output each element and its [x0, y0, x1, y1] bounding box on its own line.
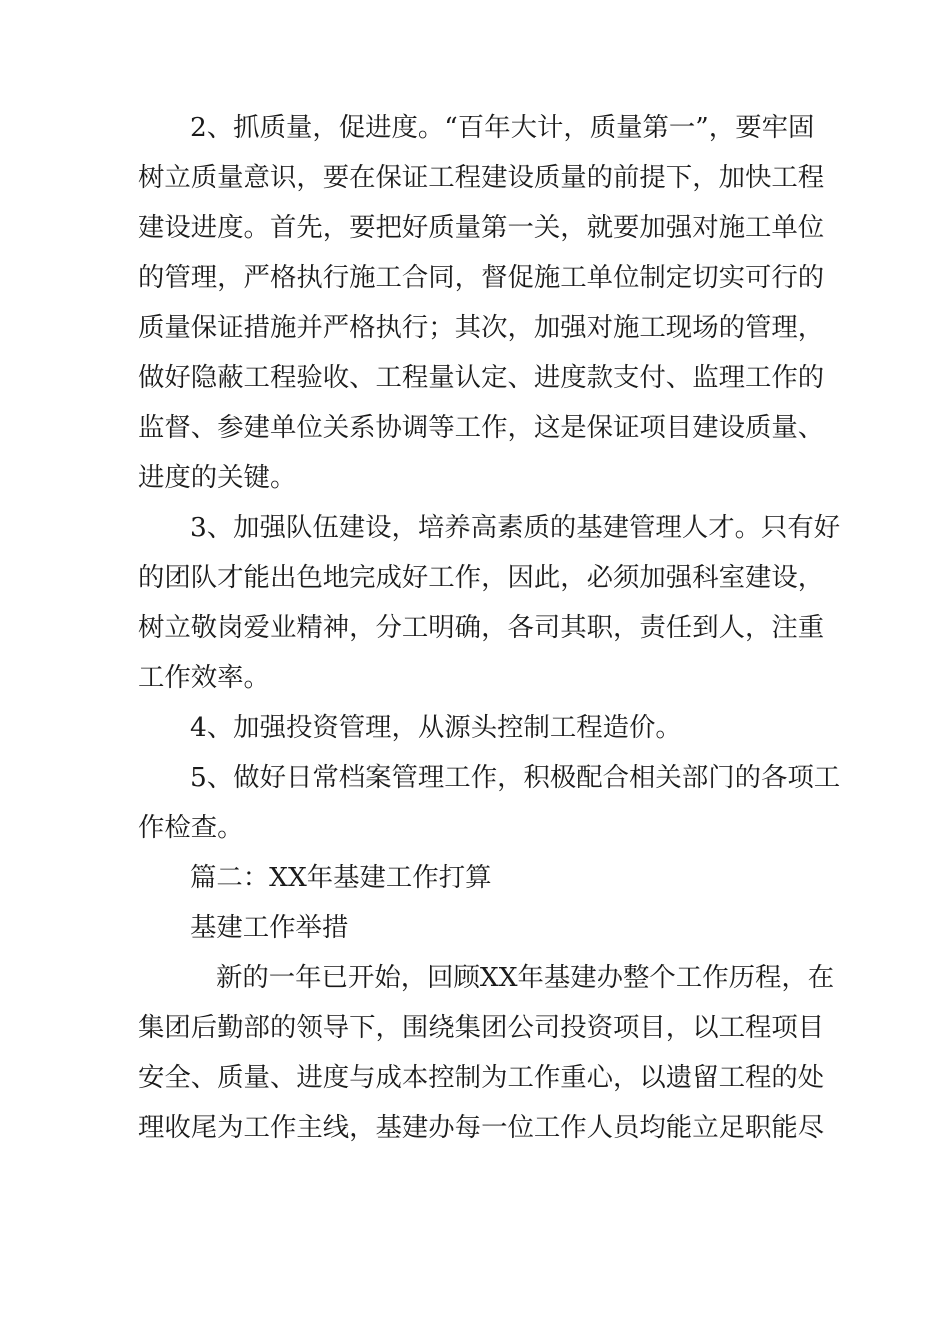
subheading: 基建工作举措 [190, 912, 349, 943]
text-line: 5、做好日常档案管理工作，积极配合相关部门的各项工 [190, 762, 841, 793]
text-line: 工作效率。 [138, 662, 270, 693]
text-line: 安全、质量、进度与成本控制为工作重心，以遗留工程的处 [138, 1062, 825, 1093]
text-line: 树立质量意识，要在保证工程建设质量的前提下，加快工程 [138, 162, 825, 193]
text-line: 做好隐蔽工程验收、工程量认定、进度款支付、监理工作的 [138, 362, 825, 393]
text-line: 理收尾为工作主线，基建办每一位工作人员均能立足职能尽 [138, 1112, 825, 1143]
text-line: 进度的关键。 [138, 462, 297, 493]
text-line: 树立敬岗爱业精神，分工明确，各司其职，责任到人，注重 [138, 612, 825, 643]
text-line: 的管理，严格执行施工合同，督促施工单位制定切实可行的 [138, 262, 825, 293]
text-line: 质量保证措施并严格执行；其次，加强对施工现场的管理， [138, 312, 825, 343]
text-line: 建设进度。首先，要把好质量第一关，就要加强对施工单位 [138, 212, 825, 243]
text-line: 3、加强队伍建设，培养高素质的基建管理人才。只有好 [190, 512, 841, 543]
text-line: 2、抓质量，促进度。“百年大计，质量第一”，要牢固 [190, 112, 815, 143]
text-line: 集团后勤部的领导下，围绕集团公司投资项目，以工程项目 [138, 1012, 825, 1043]
text-line: 的团队才能出色地完成好工作，因此，必须加强科室建设， [138, 562, 825, 593]
section-heading: 篇二：XX年基建工作打算 [190, 862, 492, 893]
text-line: 4、加强投资管理，从源头控制工程造价。 [190, 712, 682, 743]
text-line: 监督、参建单位关系协调等工作，这是保证项目建设质量、 [138, 412, 825, 443]
text-line: 作检查。 [138, 812, 244, 843]
text-line: 新的一年已开始，回顾XX年基建办整个工作历程，在 [216, 962, 835, 993]
